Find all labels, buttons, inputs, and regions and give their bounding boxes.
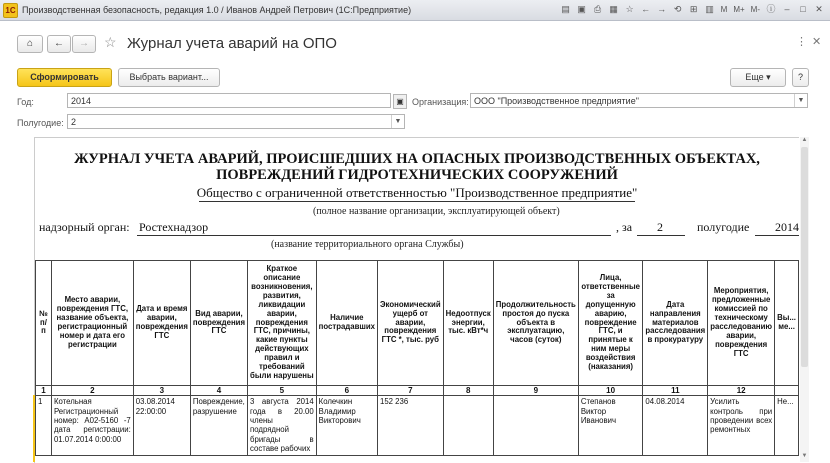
organization-value: ООО "Производственное предприятие" (474, 96, 639, 106)
org-underline (199, 201, 635, 202)
generate-button[interactable]: Сформировать (17, 68, 112, 87)
chevron-down-icon: ▾ (766, 72, 771, 82)
period-suffix: полугодие (697, 220, 750, 234)
column-number: 7 (378, 386, 444, 396)
column-header: Наличие пострадавших (316, 261, 377, 386)
scroll-thumb[interactable] (801, 147, 808, 367)
cell-type[interactable]: Повреждение, разрушение (190, 396, 247, 456)
cell-place[interactable]: Котельная Регистрационный номер: А02-5160 -7 дата регистрации: 01.07.2014 0:00:00 (51, 396, 133, 456)
report-spreadsheet[interactable] (34, 137, 799, 463)
forward-button[interactable] (72, 35, 96, 53)
org-caption: (полное название организации, эксплуатирующей объект) (313, 206, 560, 217)
home-button[interactable] (17, 35, 43, 53)
column-number: 11 (643, 386, 708, 396)
supervisor-label: надзорный орган: (39, 220, 130, 234)
preview-icon[interactable]: ▦ (609, 4, 618, 14)
memory-button[interactable]: M (720, 5, 728, 14)
organization-label: Организация: (412, 97, 469, 107)
supervisor-underline (137, 235, 611, 236)
column-header: Недоотпуск энергии, тыс. кВт*ч (443, 261, 493, 386)
column-number-row (36, 386, 799, 396)
titlebar-toolbar (559, 2, 826, 17)
choose-variant-button[interactable]: Выбрать вариант... (118, 68, 220, 87)
arrow-right-icon: → (79, 38, 89, 49)
form-header (0, 21, 830, 65)
column-number: 3 (133, 386, 190, 396)
cell-measures[interactable]: Усилить контроль при проведении всех ремонтных (708, 396, 775, 456)
cell-damage[interactable]: 152 236 (378, 396, 444, 456)
more-button[interactable] (730, 68, 786, 87)
close-icon[interactable]: ✕ (815, 4, 823, 14)
column-header: Вид аварии, повреждения ГТС (190, 261, 247, 386)
column-header: Место аварии, повреждения ГТС, название объекта, регистрационный номер и дата его регистрации (51, 261, 133, 386)
column-header: № п/п (36, 261, 52, 386)
calendar-icon[interactable]: ▥ (705, 4, 714, 14)
cell-num[interactable]: 1 (36, 396, 52, 456)
page-title: Журнал учета аварий на ОПО (127, 35, 337, 52)
period-year: 2014 (775, 220, 799, 234)
column-header: Вы... ме... (775, 261, 799, 386)
maximize-icon[interactable]: □ (800, 4, 806, 14)
form-close-icon[interactable]: ✕ (812, 36, 822, 48)
year-underline (755, 235, 799, 236)
year-value: 2014 (71, 96, 92, 106)
back-button[interactable] (47, 35, 71, 53)
row-selection-marker (33, 395, 35, 462)
report-organization: Общество с ограниченной ответственностью "Производственное предприятие" (196, 185, 638, 200)
cell-energy[interactable] (443, 396, 493, 456)
table-row[interactable] (36, 396, 799, 456)
column-header: Продолжительность простоя до пуска объекта в эксплуатацию, часов (суток) (493, 261, 578, 386)
cell-prosecutor-date[interactable]: 04.08.2014 (643, 396, 708, 456)
link-icon[interactable]: ⋮ (796, 36, 807, 48)
supervisor-caption: (название территориального органа Службы) (271, 239, 464, 250)
column-number: 6 (316, 386, 377, 396)
column-number: 12 (708, 386, 775, 396)
column-number: 2 (51, 386, 133, 396)
scroll-up-icon[interactable]: ▲ (801, 137, 808, 143)
favorites-star-icon[interactable]: ☆ (625, 4, 634, 14)
year-input[interactable] (67, 93, 391, 108)
supervisor-value: Ростехнадзор (139, 220, 209, 234)
column-number (775, 386, 799, 396)
chevron-down-icon[interactable]: ▼ (794, 94, 807, 107)
find-icon[interactable]: ⊞ (689, 4, 698, 14)
memory-plus-button[interactable]: M+ (733, 5, 745, 14)
column-number: 4 (190, 386, 247, 396)
scroll-down-icon[interactable]: ▼ (801, 453, 808, 459)
vertical-scrollbar[interactable] (800, 137, 809, 462)
document-icon[interactable]: ▤ (561, 4, 570, 14)
cell-datetime[interactable]: 03.08.2014 22:00:00 (133, 396, 190, 456)
column-header: Дата и время аварии, повреждения ГТС (133, 261, 190, 386)
organization-input[interactable] (470, 93, 808, 108)
app-logo-icon: 1С (3, 3, 18, 18)
report-title-line1: ЖУРНАЛ УЧЕТА АВАРИЙ, ПРОИСШЕДШИХ НА ОПАСНЫХ ПРОИЗВОДСТВЕННЫХ ОБЪЕКТАХ, (74, 151, 760, 167)
column-header: Дата направления материалов расследования в прокуратуру (643, 261, 708, 386)
halfyear-select[interactable] (67, 114, 405, 129)
home-icon: ⌂ (26, 38, 34, 49)
column-number: 9 (493, 386, 578, 396)
save-icon[interactable]: ▣ (577, 4, 586, 14)
help-button[interactable]: ? (792, 68, 809, 87)
chevron-down-icon[interactable]: ▼ (391, 115, 404, 128)
cell-extra[interactable]: Не... (775, 396, 799, 456)
halfyear-label: Полугодие: (17, 118, 64, 128)
cell-description[interactable]: 3 августа 2014 года в 20.00 члены подрядной бригады в составе рабочих (248, 396, 317, 456)
history-icon[interactable]: ⟲ (673, 4, 682, 14)
column-header: Лица, ответственные за допущенную аварию, повреждение ГТС, и принятые к ним меры воздействия (наказания) (578, 261, 643, 386)
arrow-left-icon: ← (54, 38, 64, 49)
cell-downtime[interactable] (493, 396, 578, 456)
select-icon: ▣ (396, 97, 404, 106)
period-value: 2 (657, 220, 663, 234)
column-header: Мероприятия, предложенные комиссией по техническому расследованию аварии, повреждения ГТС (708, 261, 775, 386)
column-number: 5 (248, 386, 317, 396)
column-number: 8 (443, 386, 493, 396)
report-title-line2: ПОВРЕЖДЕНИЙ ГИДРОТЕХНИЧЕСКИХ СООРУЖЕНИЙ (216, 167, 618, 183)
window-title: Производственная безопасность, редакция 1.0 / Иванов Андрей Петрович (1С:Предприятие) (22, 5, 412, 15)
back-arrow-icon[interactable]: ← (641, 4, 651, 14)
memory-minus-button[interactable]: M- (750, 5, 760, 14)
year-label: Год: (17, 97, 34, 107)
column-header: Краткое описание возникновения, развития, ликвидации аварии, повреждения ГТС, причины, какие пункты действующих правил и требований были нарушены (248, 261, 317, 386)
column-number: 10 (578, 386, 643, 396)
period-prefix: , за (616, 220, 633, 234)
accident-journal-table (35, 260, 799, 456)
cell-victims[interactable]: Колечкин Владимир Викторович (316, 396, 377, 456)
window-titlebar (0, 0, 830, 21)
info-icon[interactable]: ⓘ (766, 4, 776, 14)
more-label: Еще (745, 72, 764, 82)
print-icon[interactable]: ⎙ (594, 4, 602, 14)
column-header: Экономический ущерб от аварии, повреждения ГТС *, тыс. руб (378, 261, 444, 386)
table-header-row (36, 261, 799, 386)
year-select-button[interactable] (393, 94, 407, 109)
minimize-icon[interactable]: – (784, 4, 790, 14)
column-number: 1 (36, 386, 52, 396)
forward-arrow-icon[interactable]: → (657, 4, 667, 14)
period-underline (637, 235, 685, 236)
cell-responsible[interactable]: Степанов Виктор Иванович (578, 396, 643, 456)
halfyear-value: 2 (71, 117, 77, 127)
favorite-star-icon[interactable]: ☆ (104, 34, 117, 50)
